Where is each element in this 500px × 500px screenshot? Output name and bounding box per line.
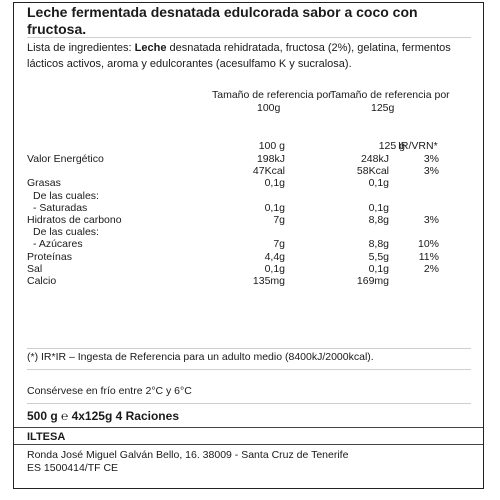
manufacturer-registry: ES 1500414/TF CE	[27, 462, 119, 474]
value-ir: 3%	[423, 214, 439, 226]
value-100g: 0,1g	[264, 177, 285, 190]
divider	[27, 348, 471, 349]
value-125g: 0,1g	[368, 262, 389, 275]
row-label: Sal	[27, 262, 43, 275]
value-125g: 8,8g	[368, 214, 389, 226]
row-label: - Azúcares	[33, 238, 83, 251]
value-ir: 2%	[423, 262, 439, 275]
value-125g: 0,1g	[368, 201, 389, 214]
net-weight: 500 g	[27, 409, 58, 423]
table-header-100g: 100 g	[258, 140, 285, 152]
row-label: Grasas	[27, 177, 61, 190]
divider	[27, 369, 471, 370]
divider	[14, 444, 483, 445]
value-125g: 248kJ	[360, 153, 389, 165]
portions: 4 Raciones	[115, 409, 179, 423]
value-125g: 5,5g	[368, 250, 389, 263]
storage-note: Consérvese en frío entre 2°C y 6°C	[27, 385, 192, 397]
divider	[27, 37, 471, 38]
row-label: Proteínas	[27, 250, 72, 263]
value-ir: 3%	[423, 153, 439, 165]
value-125g: 58Kcal	[356, 165, 389, 178]
value-125g: 0,1g	[368, 177, 389, 190]
reference-col2-line2: 125g	[371, 102, 395, 114]
reference-col2-line1: Tamaño de referencia por	[330, 89, 450, 101]
row-label: - Saturadas	[33, 201, 88, 214]
value-100g: 7g	[273, 214, 285, 226]
row-label: Hidratos de carbono	[27, 214, 122, 226]
value-ir: 3%	[423, 165, 439, 178]
divider	[14, 427, 483, 428]
ingredients-highlight: Leche	[134, 42, 167, 54]
ingredients-list	[27, 40, 467, 72]
e-mark: ℮	[61, 409, 69, 423]
value-ir: 10%	[417, 238, 439, 251]
value-100g: 198kJ	[256, 153, 285, 165]
reference-col1-line2: 100g	[257, 102, 281, 114]
value-100g: 4,4g	[264, 250, 285, 263]
packaging-info	[27, 409, 179, 423]
units: 4x125g	[71, 409, 113, 423]
table-header-ir: IR/VRN*	[398, 140, 438, 152]
ingredients-rest: desnatada rehidratada, fructosa (2%), gelatina, fermentos lácticos activos, aroma y edulcorantes (acesulfamo K y sucralosa).	[27, 42, 451, 70]
ingredients-label: Lista de ingredientes:	[27, 42, 135, 54]
row-label: De las cuales:	[33, 189, 99, 202]
value-100g: 135mg	[252, 275, 285, 287]
value-100g: 47Kcal	[252, 165, 285, 178]
manufacturer-address: Ronda José Miguel Galván Bello, 16. 38009 - Santa Cruz de Tenerife	[27, 449, 349, 461]
value-125g: 8,8g	[368, 238, 389, 251]
value-100g: 0,1g	[264, 201, 285, 214]
ir-footnote: (*) IR*IR – Ingesta de Referencia para un adulto medio (8400kJ/2000kcal).	[27, 351, 374, 363]
table-header-125g: 125 g	[378, 140, 405, 152]
value-100g: 7g	[273, 238, 285, 251]
row-label: Valor Energético	[27, 153, 104, 165]
row-label: De las cuales:	[33, 226, 99, 239]
reference-col1-line1: Tamaño de referencia por	[212, 89, 332, 101]
row-label: Calcio	[27, 275, 57, 287]
value-100g: 0,1g	[264, 262, 285, 275]
manufacturer-name: ILTESA	[27, 431, 66, 443]
divider	[27, 403, 471, 404]
product-title: Leche fermentada desnatada edulcorada sabor a coco con fructosa.	[27, 4, 418, 37]
value-ir: 11%	[418, 250, 439, 263]
value-125g: 169mg	[356, 275, 389, 287]
